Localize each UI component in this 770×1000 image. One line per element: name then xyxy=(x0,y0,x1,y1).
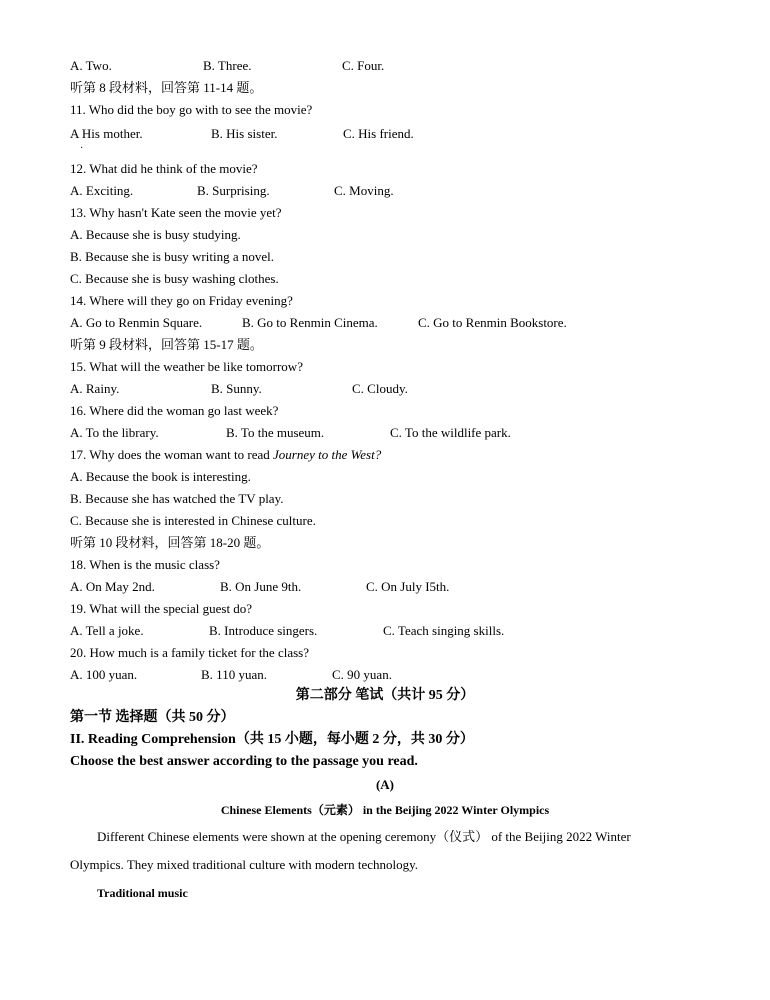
paragraph-line: Olympics. They mixed traditional culture with modern technology. xyxy=(70,857,419,872)
option-a: A. Tell a joke. xyxy=(70,623,144,638)
passage-title: Chinese Elements（元素） in the Beijing 2022 Winter Olympics xyxy=(220,803,550,817)
option-c: C. Go to Renmin Bookstore. xyxy=(418,315,567,330)
option-a: A. 100 yuan. xyxy=(70,667,138,682)
option-a: A. Go to Renmin Square. xyxy=(70,315,203,330)
question: 16. Where did the woman go last week? xyxy=(70,403,279,418)
option-c: C. Because she is interested in Chinese culture. xyxy=(70,513,316,528)
option-b: B. His sister. xyxy=(211,126,278,141)
option-c: C. Teach singing skills. xyxy=(383,623,505,638)
passage-label: (A) xyxy=(375,777,395,792)
question: 18. When is the music class? xyxy=(70,557,220,572)
option-a: A. Because she is busy studying. xyxy=(70,227,241,242)
option-c: C. 90 yuan. xyxy=(332,667,392,682)
question: 19. What will the special guest do? xyxy=(70,601,253,616)
reading-heading: II. Reading Comprehension（共 15 小题，每小题 2 分，共 30 分） xyxy=(70,732,474,747)
option-a: A. Because the book is interesting. xyxy=(70,469,251,484)
material-instruction: 听第 10 段材料，回答第 18-20 题。 xyxy=(70,535,270,550)
option-c: C. His friend. xyxy=(343,126,414,141)
option-b: B. Go to Renmin Cinema. xyxy=(242,315,378,330)
option-c: C. Moving. xyxy=(334,183,394,198)
option-b: B. Because she is busy writing a novel. xyxy=(70,249,274,264)
option-a: A. To the library. xyxy=(70,425,159,440)
option-b: B. To the museum. xyxy=(226,425,325,440)
option-b: B. Sunny. xyxy=(211,381,262,396)
option-a: A. Two. xyxy=(70,58,112,73)
option-c: C. Because she is busy washing clothes. xyxy=(70,271,279,286)
part-title: 第二部分 笔试（共计 95 分） xyxy=(295,688,475,703)
option-a: A. Rainy. xyxy=(70,381,120,396)
option-a: A. On May 2nd. xyxy=(70,579,155,594)
question: 14. Where will they go on Friday evening? xyxy=(70,293,293,308)
material-instruction: 听第 9 段材料，回答第 15-17 题。 xyxy=(70,337,263,352)
option-b: B. On June 9th. xyxy=(220,579,302,594)
option-a: A. Exciting. xyxy=(70,183,134,198)
option-b: B. Surprising. xyxy=(197,183,270,198)
book-title: Journey to the West? xyxy=(273,447,382,462)
question: 13. Why hasn't Kate seen the movie yet? xyxy=(70,205,282,220)
option-c: C. Four. xyxy=(342,58,385,73)
question: 11. Who did the boy go with to see the movie? xyxy=(70,102,313,117)
section-title: 第一节 选择题（共 50 分） xyxy=(70,710,235,725)
option-b: B. Three. xyxy=(203,58,252,73)
question: 15. What will the weather be like tomorrow? xyxy=(70,359,303,374)
option-c: C. On July I5th. xyxy=(366,579,450,594)
question: 20. How much is a family ticket for the class? xyxy=(70,645,309,660)
question xyxy=(70,447,381,463)
question-text: 17. Why does the woman want to read xyxy=(70,447,274,462)
option-b: B. Introduce singers. xyxy=(209,623,318,638)
option-b: B. Because she has watched the TV play. xyxy=(70,491,284,506)
material-instruction: 听第 8 段材料，回答第 11-14 题。 xyxy=(70,80,263,95)
paragraph-line: Different Chinese elements were shown at the opening ceremony（仪式） of the Beijing 2022 Winter xyxy=(97,829,631,844)
subheading: Traditional music xyxy=(97,886,188,900)
option-b: B. 110 yuan. xyxy=(201,667,267,682)
option-c: C. To the wildlife park. xyxy=(390,425,511,440)
reading-instruction: Choose the best answer according to the passage you read. xyxy=(70,754,418,769)
stray-dot: · xyxy=(80,143,84,154)
option-c: C. Cloudy. xyxy=(352,381,408,396)
question: 12. What did he think of the movie? xyxy=(70,161,258,176)
option-a: A His mother. xyxy=(70,126,143,141)
